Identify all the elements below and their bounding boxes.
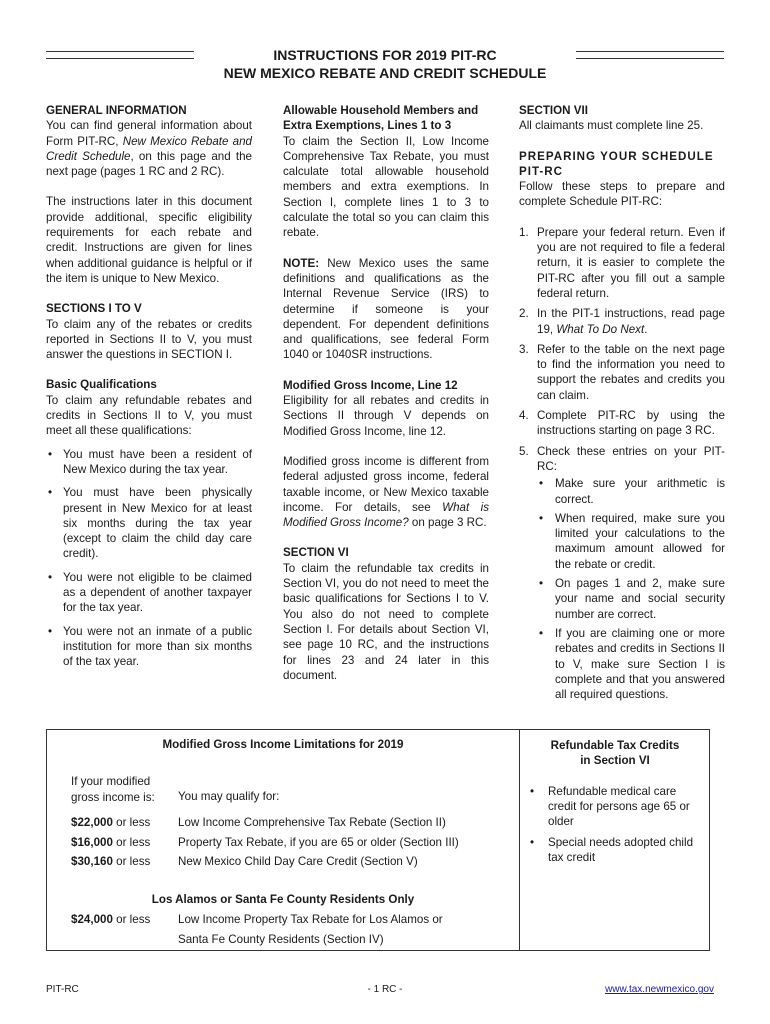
note-label: NOTE:: [283, 256, 320, 270]
income-limitations-table: [46, 729, 710, 951]
mgi-heading: Modified Gross Income, Line 12: [283, 378, 458, 392]
general-text-a: You can find general information about Form PIT-RC,: [46, 119, 252, 148]
allowable-heading: Allowable Household Members and Extra Exemptions, Lines 1 to 3: [283, 104, 479, 133]
footer-page-number: - 1 RC -: [367, 984, 403, 995]
footer-website-link[interactable]: www.tax.newmexico.gov: [605, 984, 714, 995]
column-2: [283, 103, 489, 698]
amount: $24,000: [71, 913, 113, 926]
general-heading: GENERAL INFORMATION: [46, 104, 187, 117]
step-text: Complete PIT-RC by using the instructions starting on page 3 RC.: [537, 409, 725, 438]
section6-heading: SECTION VI: [283, 546, 349, 560]
steps-list: [519, 225, 725, 703]
column-1: [46, 103, 252, 678]
basic-paragraph: To claim any refundable rebates and credits in Sections II to V, you must meet all these qualifications:: [46, 393, 252, 438]
list-item: • When required, make sure you limited your calculations to the maximum amount allowed for the rebate or credit.: [537, 511, 725, 572]
step-number: 2.: [519, 307, 529, 321]
page-title-line1: INSTRUCTIONS FOR 2019 PIT-RC: [273, 47, 497, 63]
list-item: • Refundable medical care credit for persons age 65 or older: [528, 784, 698, 829]
step-text: .: [644, 322, 648, 336]
rebate-description: Low Income Property Tax Rebate for Los Alamos or: [178, 913, 443, 926]
step-number: 3.: [519, 342, 529, 356]
step-text: Check these entries on your PIT-RC:: [537, 444, 725, 473]
qualifications-list: [46, 447, 252, 670]
footer-form-id: PIT-RC: [46, 984, 79, 995]
if-income-label-line2: gross income is:: [71, 791, 155, 804]
section7-paragraph: All claimants must complete line 25.: [519, 119, 704, 133]
form-name-italic: New Mexico Rebate and Credit Schedule: [46, 134, 252, 163]
if-income-label-line1: If your modified: [71, 775, 151, 788]
list-item: [519, 306, 725, 337]
amount: $22,000: [71, 816, 113, 829]
step-number: 5.: [519, 444, 529, 458]
table-row: [71, 836, 459, 849]
section7-heading: SECTION VII: [519, 104, 588, 117]
table-left-title: Modified Gross Income Limitations for 2019: [162, 738, 404, 751]
step-number: 4.: [519, 409, 529, 423]
sections-paragraph: To claim any of the rebates or credits reported in Sections II to V, you must answer the questions in SECTION I.: [46, 317, 252, 362]
refundable-title: [520, 738, 710, 768]
step-text: Prepare your federal return. Even if you are not required to file a federal return, it is easier to complete the PIT-RC after you fill out a sample federal return.: [537, 225, 725, 300]
preparing-heading: PREPARING YOUR SCHEDULE PIT-RC: [519, 149, 714, 178]
list-item: • You must have been physically present in New Mexico for at least six months during the tax year (except to claim the child day care credit).: [46, 485, 252, 561]
table-row: [71, 816, 446, 829]
check-sublist: [537, 476, 725, 702]
general-paragraph-1: [46, 118, 252, 179]
amount-suffix: or less: [112, 913, 151, 926]
step-number: 1.: [519, 225, 529, 239]
list-item: • You were not an inmate of a public institution for more than six months of the tax year.: [46, 624, 252, 670]
list-item: [519, 225, 725, 301]
list-item: [519, 444, 725, 703]
general-text-c: , on this page and the next page (pages 1 RC and 2 RC).: [46, 149, 252, 179]
list-item: • Make sure your arithmetic is correct.: [537, 476, 725, 507]
note-paragraph: [283, 256, 489, 363]
amount-suffix: or less: [112, 816, 151, 829]
page-title-line2: NEW MEXICO REBATE AND CREDIT SCHEDULE: [223, 65, 547, 81]
amount-suffix: or less: [112, 855, 151, 868]
list-item: [519, 342, 725, 403]
mgi-text-c: on page 3 RC.: [408, 516, 487, 530]
rebate-description: Low Income Comprehensive Tax Rebate (Section II): [178, 816, 446, 829]
table-row: [71, 913, 443, 926]
refundable-title-line2: in Section VI: [580, 754, 650, 767]
basic-heading: Basic Qualifications: [46, 378, 157, 392]
table-row: [71, 855, 418, 868]
amount-suffix: or less: [112, 836, 151, 849]
list-item: • Special needs adopted child tax credit: [528, 835, 698, 865]
refundable-title-line1: Refundable Tax Credits: [550, 739, 680, 752]
note-text: New Mexico uses the same definitions and qualifications as the Internal Revenue Service (IRS) to determine if someone is your dependent. For dependent definitions and qualifications, see federal Form 1040 or 1040SR instructions.: [283, 256, 489, 362]
mgi-italic-ref: What is Modified Gross Income?: [283, 500, 489, 530]
list-item: [519, 408, 725, 439]
list-item: • You were not eligible to be claimed as a dependent of another taxpayer for the tax year.: [46, 570, 252, 616]
step-italic-ref: What To Do Next: [556, 322, 645, 336]
list-item: • On pages 1 and 2, make sure your name and social security number are correct.: [537, 576, 725, 622]
if-income-label: [71, 774, 155, 806]
los-alamos-title: Los Alamos or Santa Fe County Residents Only: [151, 893, 415, 906]
mgi-text-a: Modified gross income is different from federal adjusted gross income, federal taxable income, or New Mexico taxable income. For details, see: [283, 454, 489, 514]
rebate-description: New Mexico Child Day Care Credit (Section V): [178, 855, 418, 868]
refundable-list: [528, 784, 698, 873]
preparing-paragraph: Follow these steps to prepare and complete Schedule PIT-RC:: [519, 180, 725, 209]
mgi-paragraph-2: [283, 454, 489, 530]
amount: $16,000: [71, 836, 113, 849]
step-text: Refer to the table on the next page to find the information you need to support the rebates and credits you can claim.: [537, 342, 725, 402]
mgi-paragraph: Eligibility for all rebates and credits in Sections II through V depends on Modified Gross Income, line 12.: [283, 394, 489, 438]
list-item: • You must have been a resident of New Mexico during the tax year.: [46, 447, 252, 478]
general-paragraph-2: The instructions later in this document provide additional, specific eligibility requirements for each rebate and credit. Instructions are given for lines when additional guidance is helpful or if the item is unique to New Mexico.: [46, 195, 252, 285]
amount: $30,160: [71, 855, 113, 868]
step-text: In the PIT-1 instructions, read page 19,: [537, 307, 725, 336]
qualify-label: You may qualify for:: [178, 790, 280, 803]
section6-paragraph: To claim the refundable tax credits in Section VI, you do not need to meet the basic qualifications for Sections I to V. You also do not need to complete Section I. For details about Section VI, see page 10 RC, and the instructions for lines 23 and 24 later in this document.: [283, 561, 489, 682]
page-header: [0, 46, 770, 82]
los-alamos-desc-line2: Santa Fe County Residents (Section IV): [178, 933, 384, 946]
list-item: • If you are claiming one or more rebates and credits in Sections II to V, make sure Section I is complete and that you answered all required questions.: [537, 626, 725, 702]
allowable-paragraph: To claim the Section II, Low Income Comprehensive Tax Rebate, you must calculate total allowable household members and extra exemptions. In Section I, complete lines 1 to 3 to calculate the total so you can claim this rebate.: [283, 134, 489, 240]
column-3: [519, 103, 725, 707]
sections-heading: SECTIONS I TO V: [46, 302, 142, 316]
rebate-description: Property Tax Rebate, if you are 65 or older (Section III): [178, 836, 459, 849]
